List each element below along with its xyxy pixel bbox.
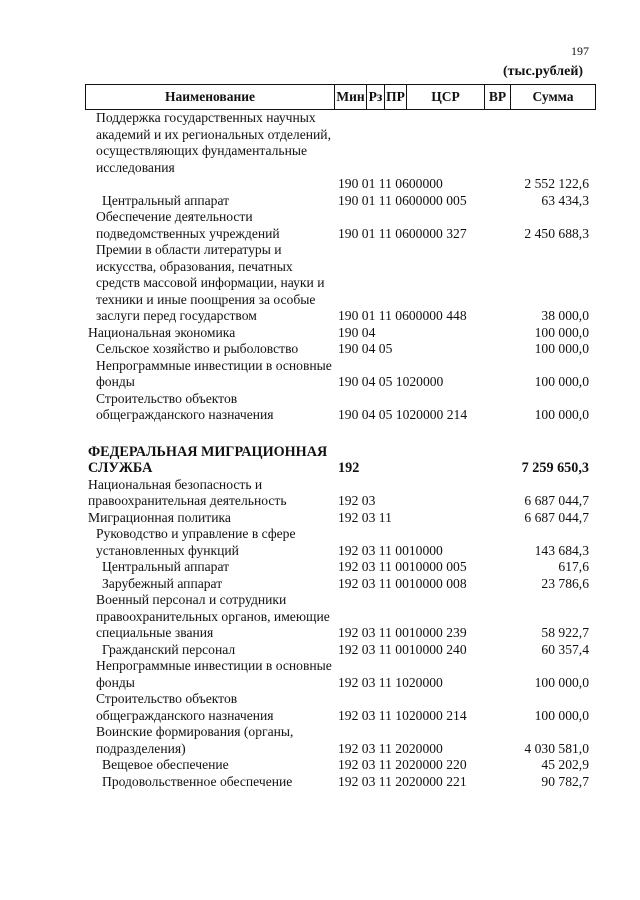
- row-sum: 100 000,0: [534, 407, 589, 422]
- table-row: [0, 642, 640, 659]
- row-code: 192 03 11 0010000 008: [338, 575, 467, 591]
- row-code: 192 03 11 1020000: [338, 674, 443, 690]
- row-sum: 38 000,0: [541, 308, 589, 323]
- header-min: Мин: [335, 85, 367, 110]
- row-code: 192 03: [338, 493, 376, 508]
- units-label: (тыс.рублей): [503, 64, 584, 79]
- row-sum: 100 000,0: [534, 674, 589, 690]
- row-code: 192 03 11 0010000 239: [338, 625, 467, 640]
- row-code: 190 04: [338, 324, 376, 340]
- row-sum: 90 782,7: [541, 773, 589, 789]
- row-sum: 2 450 688,3: [524, 225, 589, 241]
- header-pr: ПР: [385, 85, 407, 110]
- row-name: Премии в области литературы и искусства, образования, печатных средств массовой информации, науки и техники и иные поощрения за особые заслуги перед государством: [96, 242, 325, 323]
- row-name: Непрограммные инвестиции в основные фонды: [96, 357, 332, 389]
- table-row: [0, 325, 640, 342]
- row-sum: 6 687 044,7: [524, 509, 589, 525]
- table-row: [0, 510, 640, 527]
- row-sum: 100 000,0: [534, 374, 589, 389]
- table-row: [0, 774, 640, 791]
- row-name: Центральный аппарат: [102, 192, 230, 208]
- table-row: [0, 477, 640, 510]
- table-row: [0, 209, 640, 242]
- row-name: Поддержка государственных научных академий и их региональных отделений, осуществляющих фундаментальные исследования: [96, 110, 331, 175]
- row-code: 190 04 05 1020000: [338, 374, 444, 389]
- row-name: Сельское хозяйство и рыболовство: [96, 341, 299, 356]
- row-sum: 7 259 650,3: [521, 460, 589, 476]
- row-code: 192 03 11 2020000 220: [338, 757, 467, 772]
- table-row: [0, 526, 640, 559]
- row-sum: 23 786,6: [541, 575, 589, 591]
- row-name: Продовольственное обеспечение: [102, 773, 293, 789]
- row-name: Строительство объектов общегражданского назначения: [96, 390, 274, 422]
- header-csr: ЦСР: [407, 85, 485, 110]
- table-row: [0, 559, 640, 576]
- row-sum: 58 922,7: [541, 625, 589, 640]
- row-code: 190 01 11 0600000 448: [338, 308, 467, 323]
- row-name: Центральный аппарат: [102, 559, 230, 574]
- row-code: 192 03 11: [338, 509, 392, 525]
- row-name: Гражданский персонал: [102, 641, 236, 657]
- row-name: Непрограммные инвестиции в основные фонды: [96, 658, 332, 690]
- table-row: [0, 757, 640, 774]
- row-name: Национальная безопасность и правоохранительная деятельность: [88, 476, 287, 508]
- row-code: 192 03 11 2020000 221: [338, 773, 467, 789]
- row-sum: 100 000,0: [534, 324, 589, 340]
- row-code: 190 01 11 0600000 005: [338, 192, 467, 208]
- row-code: 190 01 11 0600000 327: [338, 225, 467, 241]
- table-row: [0, 658, 640, 691]
- row-sum: 617,6: [558, 559, 589, 574]
- table-row: [0, 358, 640, 391]
- table-row: [0, 341, 640, 358]
- table-row: [0, 110, 640, 193]
- row-code: 192 03 11 1020000 214: [338, 707, 467, 723]
- row-code: 192 03 11 0010000 005: [338, 559, 467, 574]
- row-sum: 4 030 581,0: [524, 740, 589, 756]
- table-row: [0, 691, 640, 724]
- header-rz: Рз: [367, 85, 385, 110]
- row-name: Руководство и управление в сфере установленных функций: [96, 526, 296, 558]
- table-row: [0, 391, 640, 424]
- header-vr: ВР: [485, 85, 511, 110]
- table-row: [0, 444, 640, 477]
- row-code: 192 03 11 2020000: [338, 740, 443, 756]
- row-sum: 143 684,3: [534, 542, 589, 558]
- row-name: Военный персонал и сотрудники правоохранительных органов, имеющие специальные звания: [96, 592, 330, 640]
- row-sum: 6 687 044,7: [524, 493, 589, 508]
- row-sum: 63 434,3: [541, 192, 589, 208]
- row-name: Воинские формирования (органы, подразделения): [96, 724, 294, 756]
- row-code: 192: [338, 460, 360, 476]
- row-name: Национальная экономика: [88, 324, 236, 340]
- page-number: 197: [571, 44, 589, 58]
- row-name: ФЕДЕРАЛЬНАЯ МИГРАЦИОННАЯ СЛУЖБА: [88, 443, 328, 476]
- row-name: Миграционная политика: [88, 509, 231, 525]
- table-row: [0, 193, 640, 210]
- table-body: [0, 110, 640, 790]
- row-sum: 100 000,0: [534, 707, 589, 723]
- header-name: Наименование: [86, 85, 335, 110]
- table-row: [0, 576, 640, 593]
- header-sum: Сумма: [511, 85, 596, 110]
- row-code: 190 04 05: [338, 341, 393, 356]
- row-code: 192 03 11 0010000: [338, 542, 443, 558]
- table-row: [0, 242, 640, 325]
- row-code: 190 04 05 1020000 214: [338, 407, 468, 422]
- table-header: [85, 84, 596, 110]
- row-name: Зарубежный аппарат: [102, 575, 223, 591]
- row-sum: 2 552 122,6: [524, 176, 589, 191]
- row-name: Обеспечение деятельности подведомственных учреждений: [96, 209, 280, 241]
- table-row: [0, 592, 640, 642]
- row-code: 190 01 11 0600000: [338, 176, 443, 191]
- row-name: Вещевое обеспечение: [102, 757, 229, 772]
- row-sum: 100 000,0: [534, 341, 589, 356]
- row-name: Строительство объектов общегражданского назначения: [96, 691, 274, 723]
- table-row: [0, 724, 640, 757]
- row-sum: 45 202,9: [541, 757, 589, 772]
- row-sum: 60 357,4: [541, 641, 589, 657]
- row-code: 192 03 11 0010000 240: [338, 641, 467, 657]
